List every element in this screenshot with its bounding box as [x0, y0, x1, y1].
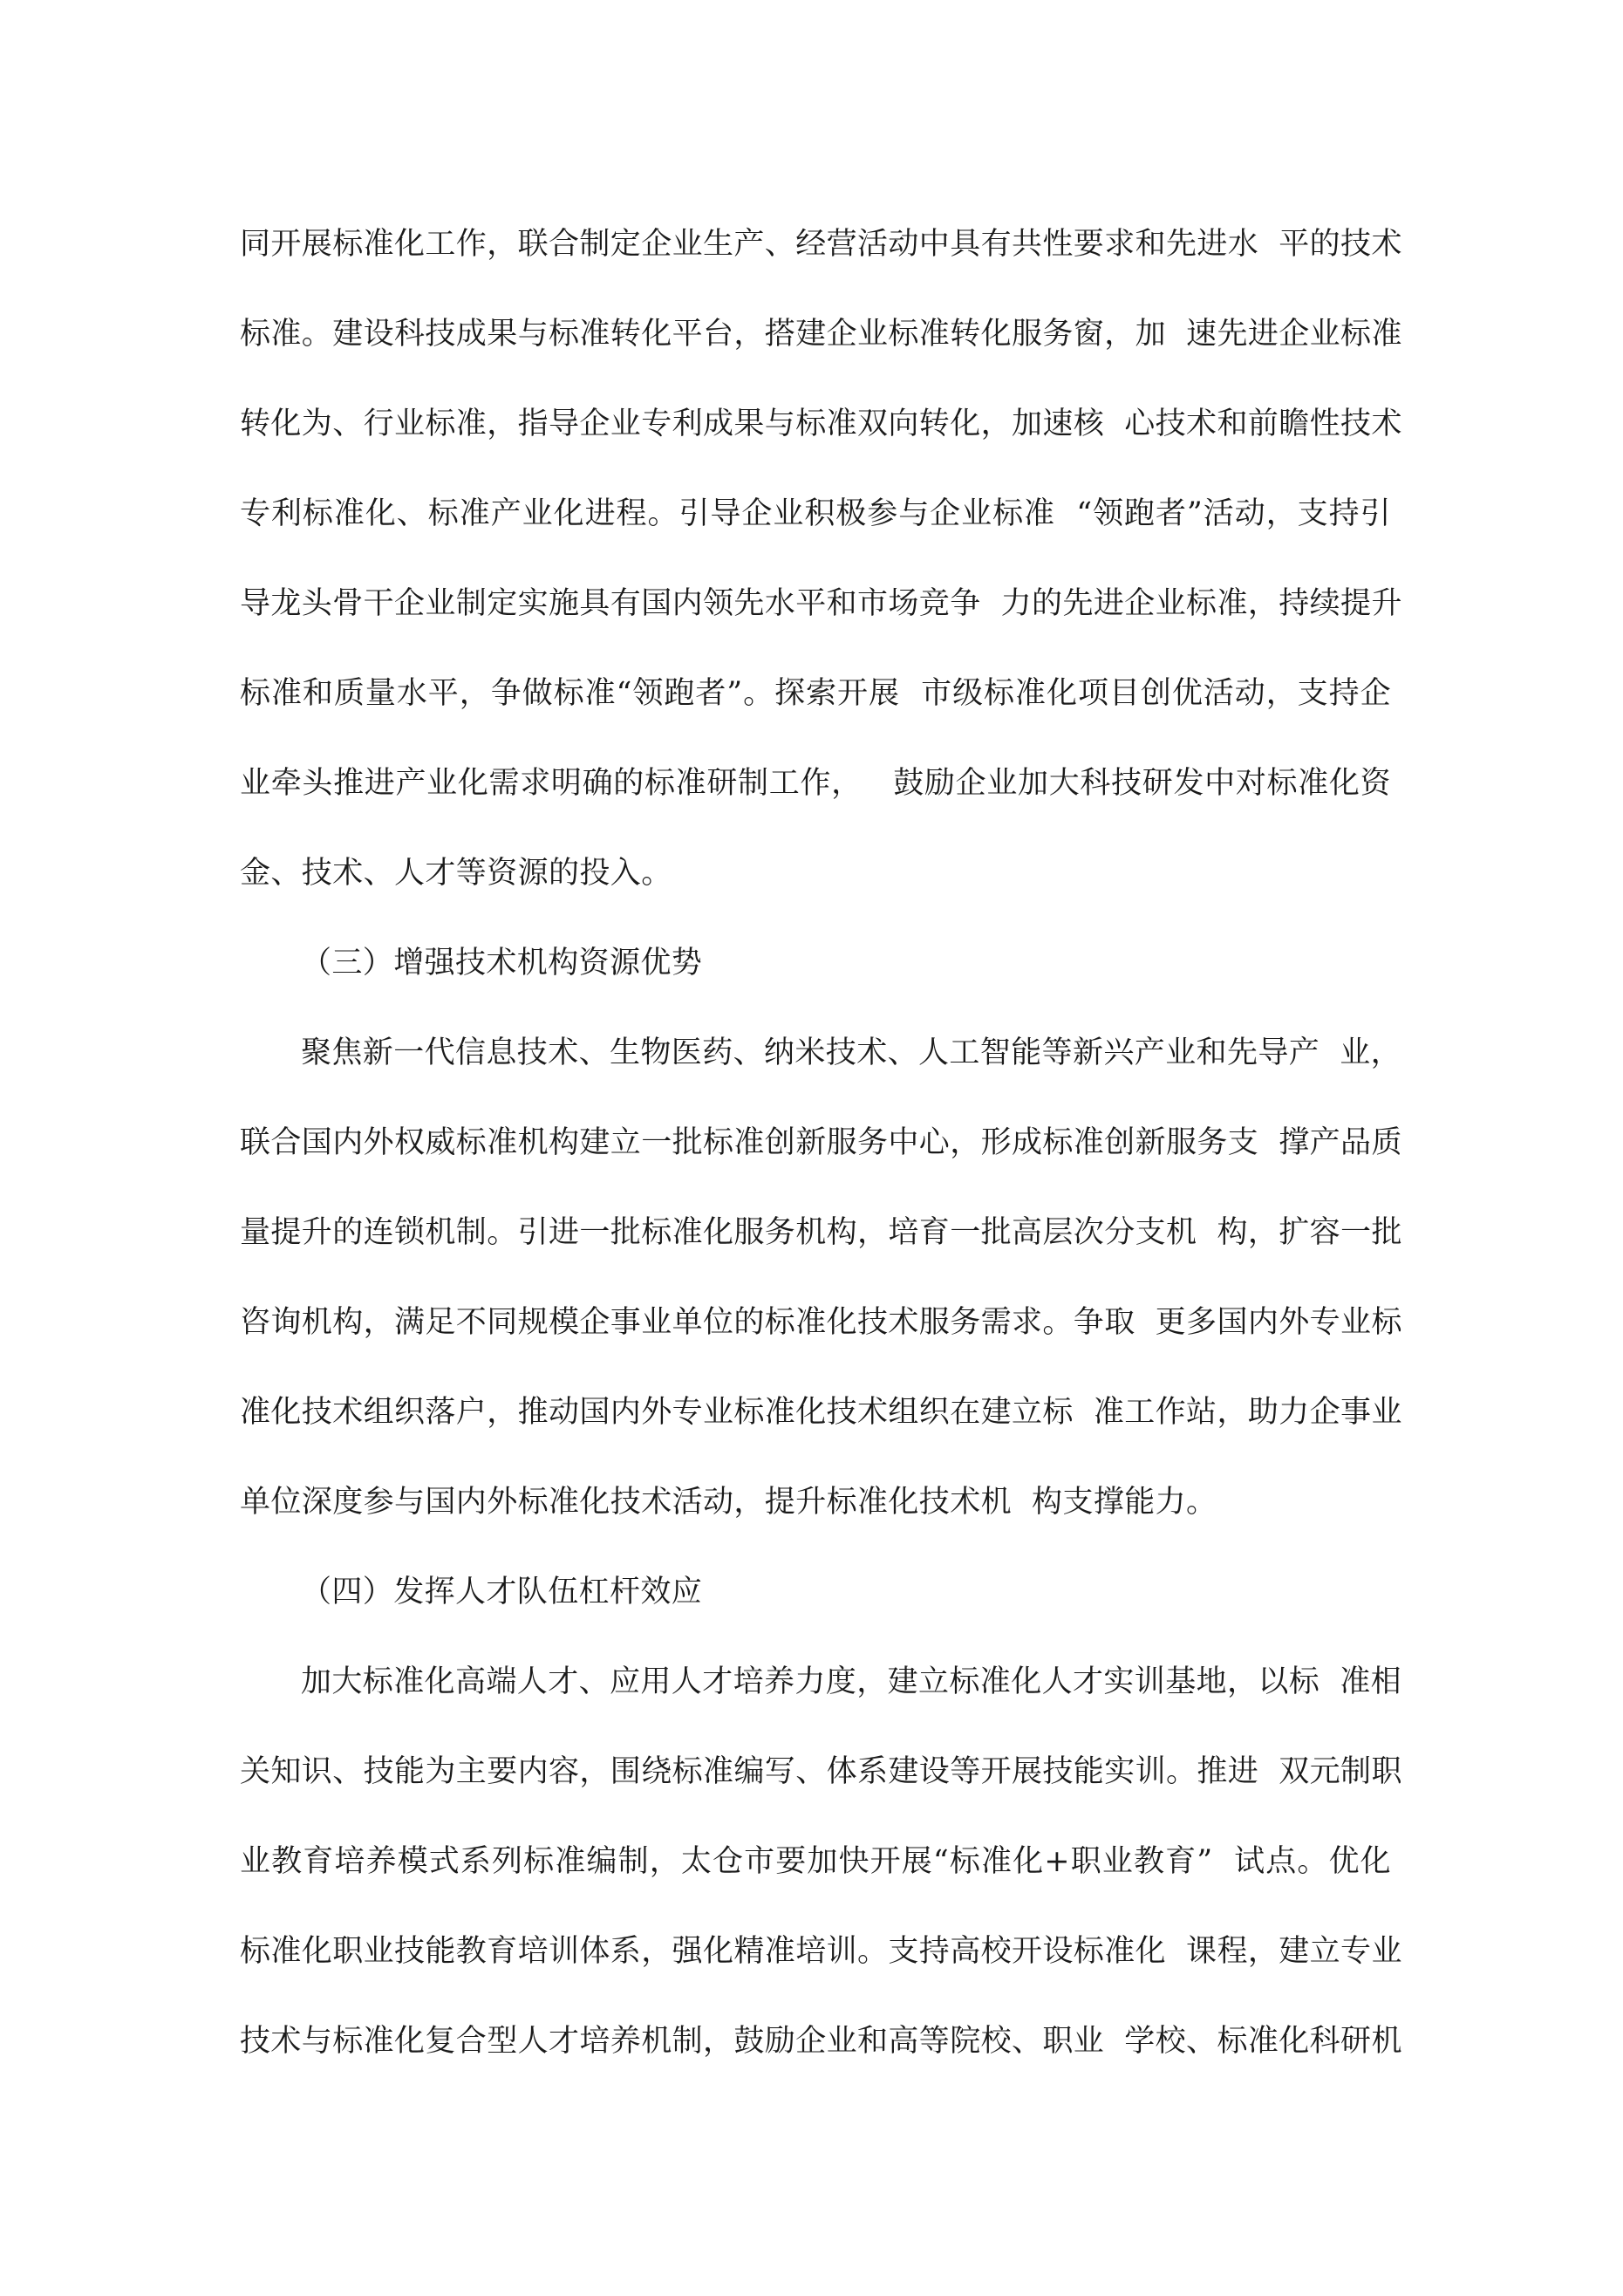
- body-line: 业教育培养模式系列标准编制，太仓市要加快开展“标准化+职业教育” 试点。优化: [240, 1844, 1391, 1879]
- body-line: 准化技术组织落户，推动国内外专业标准化技术组织在建立标 准工作站，助力企事业: [240, 1395, 1402, 1430]
- body-line: 单位深度参与国内外标准化技术活动，提升标准化技术机 构支撑能力。: [240, 1485, 1217, 1520]
- body-line: 技术与标准化复合型人才培养机制，鼓励企业和高等院校、职业 学校、标准化科研机: [240, 2024, 1402, 2059]
- body-line: 咨询机构，满足不同规模企事业单位的标准化技术服务需求。争取 更多国内外专业标: [240, 1305, 1402, 1340]
- section-heading: （四）发挥人才队伍杠杆效应: [301, 1575, 703, 1609]
- body-line: 关知识、技能为主要内容，围绕标准编写、体系建设等开展技能实训。推进 双元制职: [240, 1754, 1402, 1789]
- body-line: 金、技术、人才等资源的投入。: [240, 856, 672, 891]
- body-line: 同开展标准化工作，联合制定企业生产、经营活动中具有共性要求和先进水 平的技术: [240, 227, 1402, 262]
- body-line: 聚焦新一代信息技术、生物医药、纳米技术、人工智能等新兴产业和先导产 业，: [301, 1035, 1402, 1070]
- body-line: 标准化职业技能教育培训体系，强化精准培训。支持高校开设标准化 课程，建立专业: [240, 1934, 1402, 1969]
- body-line: 专利标准化、标准产业化进程。引导企业积极参与企业标准 “领跑者”活动，支持引: [240, 496, 1391, 531]
- body-line: 业牵头推进产业化需求明确的标准研制工作， 鼓励企业加大科技研发中对标准化资: [240, 766, 1391, 801]
- body-line: 转化为、行业标准，指导企业专利成果与标准双向转化，加速核 心技术和前瞻性技术: [240, 407, 1402, 441]
- body-line: 导龙头骨干企业制定实施具有国内领先水平和市场竞争 力的先进企业标准，持续提升: [240, 586, 1402, 621]
- body-line: 标准。建设科技成果与标准转化平台，搭建企业标准转化服务窗，加 速先进企业标准: [240, 317, 1402, 352]
- section-heading: （三）增强技术机构资源优势: [301, 946, 703, 981]
- body-line: 联合国内外权威标准机构建立一批标准创新服务中心，形成标准创新服务支 撑产品质: [240, 1125, 1402, 1160]
- body-line: 量提升的连锁机制。引进一批标准化服务机构，培育一批高层次分支机 构，扩容一批: [240, 1215, 1402, 1250]
- body-line: 加大标准化高端人才、应用人才培养力度，建立标准化人才实训基地，以标 准相: [301, 1664, 1402, 1699]
- body-line: 标准和质量水平，争做标准“领跑者”。探索开展 市级标准化项目创优活动，支持企: [240, 676, 1391, 711]
